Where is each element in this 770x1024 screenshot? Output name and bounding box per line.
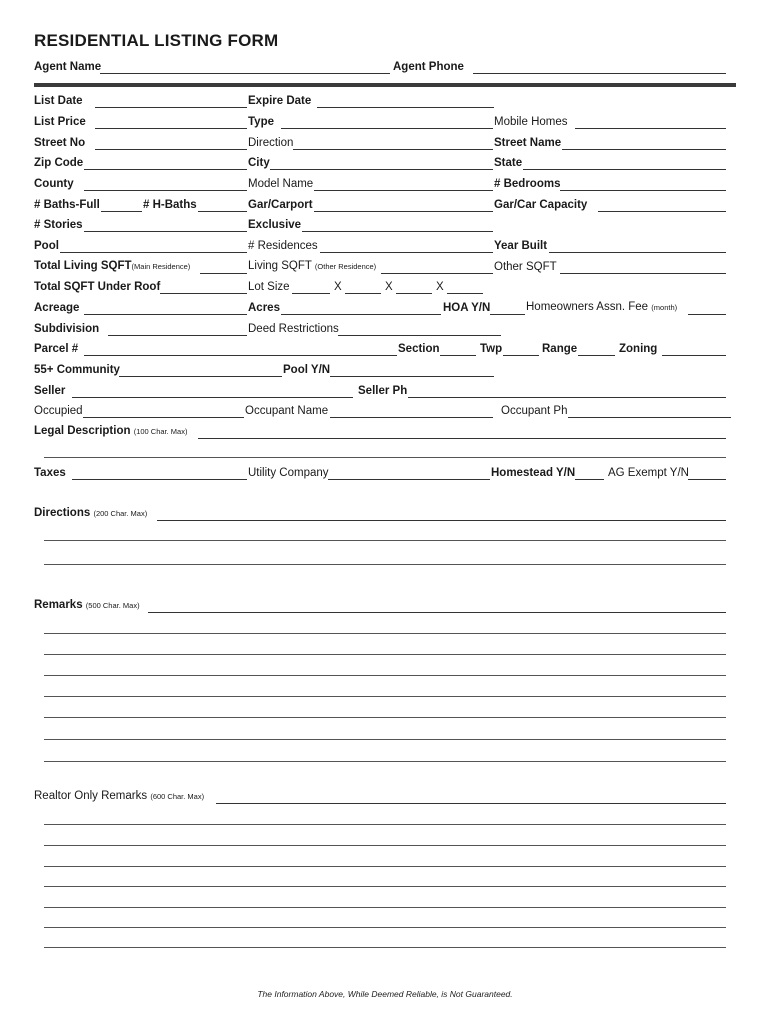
county-row: [0, 177, 770, 193]
homestead-yn-label: Homestead Y/N: [491, 467, 576, 479]
range-label: Range: [542, 343, 578, 355]
realtor-remarks-line-6[interactable]: [44, 907, 726, 908]
legal-description-field[interactable]: [198, 438, 726, 439]
acreage-field[interactable]: [84, 314, 247, 315]
legal-description-max: (100 Char. Max): [133, 427, 188, 436]
realtor-remarks-line-8[interactable]: [44, 947, 726, 948]
lot-size-x-2: X: [385, 281, 393, 293]
state-label: State: [494, 157, 523, 169]
lot-size-x-3: X: [436, 281, 444, 293]
main-residence-note: (Main Residence): [131, 262, 191, 271]
occupied-field[interactable]: [83, 417, 244, 418]
realtor-remarks-label: [34, 789, 204, 804]
subdivision-field[interactable]: [108, 335, 247, 336]
county-field[interactable]: [84, 190, 247, 191]
list-price-label: List Price: [34, 116, 86, 128]
city-field[interactable]: [270, 169, 493, 170]
subdivision-row: [0, 322, 770, 338]
remarks-row: [0, 599, 770, 615]
acreage-label: Acreage: [34, 302, 80, 314]
realtor-remarks-line-7[interactable]: [44, 927, 726, 928]
expire-date-field[interactable]: [317, 107, 494, 108]
remarks-line-6[interactable]: [44, 717, 726, 718]
street-name-label: Street Name: [494, 137, 562, 149]
directions-max: (200 Char. Max): [93, 509, 148, 518]
exclusive-field[interactable]: [302, 231, 493, 232]
acreage-row: [0, 301, 770, 317]
baths-full-label: # Baths-Full: [34, 199, 100, 211]
realtor-remarks-line-3[interactable]: [44, 845, 726, 846]
h-baths-field[interactable]: [198, 211, 247, 212]
remarks-line-3[interactable]: [44, 654, 726, 655]
lot-size-field-3[interactable]: [396, 293, 432, 294]
other-residence-note: (Other Residence): [314, 262, 377, 271]
directions-field[interactable]: [157, 520, 726, 521]
gar-carport-field[interactable]: [314, 211, 493, 212]
taxes-label: Taxes: [34, 467, 66, 479]
street-no-field[interactable]: [95, 149, 247, 150]
total-sqft-under-roof-field[interactable]: [160, 293, 247, 294]
list-date-field[interactable]: [95, 107, 247, 108]
total-living-sqft-label: [34, 259, 190, 274]
realtor-remarks-line-5[interactable]: [44, 886, 726, 887]
parcel-row: [0, 342, 770, 358]
street-no-label: Street No: [34, 137, 86, 149]
occupant-name-field[interactable]: [330, 417, 493, 418]
pool-yn-field[interactable]: [330, 376, 494, 377]
parcel-label: Parcel #: [34, 343, 79, 355]
street-row: [0, 136, 770, 152]
zip-row: [0, 156, 770, 172]
range-field[interactable]: [578, 355, 615, 356]
section-label: Section: [398, 343, 440, 355]
gar-carport-label: Gar/Carport: [248, 199, 313, 211]
gar-car-capacity-field[interactable]: [598, 211, 726, 212]
directions-row: [0, 507, 770, 523]
model-name-field[interactable]: [314, 190, 493, 191]
direction-label: Direction: [248, 137, 294, 149]
list-price-field[interactable]: [95, 128, 247, 129]
section-field[interactable]: [440, 355, 476, 356]
zip-code-label: Zip Code: [34, 157, 84, 169]
seller-ph-label: Seller Ph: [358, 385, 408, 397]
zip-code-field[interactable]: [84, 169, 247, 170]
agent-row: [0, 60, 770, 76]
realtor-remarks-row: [0, 790, 770, 806]
living-sqft-text: Living SQFT: [248, 260, 312, 272]
occupant-ph-field[interactable]: [568, 417, 731, 418]
community-55-label: 55+ Community: [34, 364, 120, 376]
stories-field[interactable]: [84, 231, 247, 232]
lot-size-label: Lot Size: [248, 281, 290, 293]
direction-field[interactable]: [293, 149, 493, 150]
twp-label: Twp: [480, 343, 503, 355]
remarks-line-8[interactable]: [44, 761, 726, 762]
pool-field[interactable]: [60, 252, 247, 253]
pool-yn-label: Pool Y/N: [283, 364, 331, 376]
other-sqft-label: Other SQFT: [494, 261, 557, 273]
zoning-label: Zoning: [619, 343, 658, 355]
ag-exempt-yn-label: AG Exempt Y/N: [608, 467, 689, 479]
directions-label: [34, 506, 147, 521]
remarks-line-5[interactable]: [44, 696, 726, 697]
list-date-label: List Date: [34, 95, 83, 107]
homestead-yn-field[interactable]: [575, 479, 604, 480]
legal-description-line-2[interactable]: [44, 457, 726, 458]
legal-description-text: Legal Description: [34, 425, 131, 437]
stories-row: [0, 218, 770, 234]
list-date-row: [0, 94, 770, 110]
total-sqft-under-roof-label: Total SQFT Under Roof: [34, 281, 161, 293]
total-living-sqft-field[interactable]: [200, 273, 247, 274]
mobile-homes-field[interactable]: [575, 128, 726, 129]
homeowners-fee-label: [526, 300, 677, 315]
directions-line-3[interactable]: [44, 564, 726, 565]
bedrooms-field[interactable]: [560, 190, 726, 191]
utility-company-field[interactable]: [328, 479, 490, 480]
occupied-label: Occupied: [34, 405, 83, 417]
mobile-homes-label: Mobile Homes: [494, 116, 568, 128]
deed-restrictions-label: Deed Restrictions: [248, 323, 339, 335]
deed-restrictions-field[interactable]: [338, 335, 501, 336]
city-label: City: [248, 157, 270, 169]
living-sqft-label: [248, 259, 376, 274]
remarks-line-7[interactable]: [44, 739, 726, 740]
realtor-remarks-field[interactable]: [216, 803, 726, 804]
realtor-remarks-line-4[interactable]: [44, 866, 726, 867]
lot-size-field-2[interactable]: [345, 293, 381, 294]
directions-text: Directions: [34, 507, 91, 519]
total-living-sqft-text: Total Living SQFT: [34, 260, 132, 272]
agent-name-label: Agent Name: [34, 61, 102, 73]
remarks-field[interactable]: [148, 612, 726, 613]
year-built-label: Year Built: [494, 240, 548, 252]
stories-label: # Stories: [34, 219, 83, 231]
lot-size-field-4[interactable]: [447, 293, 483, 294]
acres-label: Acres: [248, 302, 280, 314]
taxes-row: [0, 466, 770, 482]
remarks-line-2[interactable]: [44, 633, 726, 634]
ag-exempt-yn-field[interactable]: [688, 479, 726, 480]
expire-date-label: Expire Date: [248, 95, 312, 107]
county-label: County: [34, 178, 74, 190]
parcel-field[interactable]: [84, 355, 397, 356]
seller-field[interactable]: [72, 397, 353, 398]
baths-full-field[interactable]: [101, 211, 142, 212]
remarks-max: (500 Char. Max): [85, 601, 140, 610]
lot-size-x-1: X: [334, 281, 342, 293]
remarks-text: Remarks: [34, 599, 83, 611]
homeowners-fee-field[interactable]: [688, 314, 726, 315]
form-title: RESIDENTIAL LISTING FORM: [34, 31, 279, 50]
utility-company-label: Utility Company: [248, 467, 329, 479]
homeowners-fee-month: (month): [651, 303, 678, 312]
exclusive-label: Exclusive: [248, 219, 302, 231]
living-sqft-row: [0, 260, 770, 276]
agent-phone-field[interactable]: [473, 73, 726, 74]
occupant-ph-label: Occupant Ph: [501, 405, 568, 417]
twp-field[interactable]: [503, 355, 539, 356]
realtor-remarks-text: Realtor Only Remarks: [34, 790, 148, 802]
seller-row: [0, 384, 770, 400]
gar-car-capacity-label: Gar/Car Capacity: [494, 199, 588, 211]
state-field[interactable]: [523, 169, 726, 170]
pool-row: [0, 239, 770, 255]
year-built-field[interactable]: [549, 252, 726, 253]
model-name-label: Model Name: [248, 178, 314, 190]
seller-ph-field[interactable]: [408, 397, 726, 398]
legal-row: [0, 425, 770, 441]
occupied-row: [0, 404, 770, 420]
living-sqft-field[interactable]: [381, 273, 493, 274]
other-sqft-field[interactable]: [560, 273, 726, 274]
street-name-field[interactable]: [562, 149, 726, 150]
community-55-field[interactable]: [119, 376, 282, 377]
realtor-remarks-max: (600 Char. Max): [150, 792, 205, 801]
agent-name-field[interactable]: [100, 73, 390, 74]
remarks-line-4[interactable]: [44, 675, 726, 676]
bedrooms-label: # Bedrooms: [494, 178, 561, 190]
residences-label: # Residences: [248, 240, 318, 252]
directions-line-2[interactable]: [44, 540, 726, 541]
h-baths-label: # H-Baths: [143, 199, 197, 211]
type-field[interactable]: [281, 128, 493, 129]
header-divider: [34, 83, 736, 87]
zoning-field[interactable]: [662, 355, 726, 356]
disclaimer-footer: The Information Above, While Deemed Reliable, is Not Guaranteed.: [257, 989, 513, 999]
acres-field[interactable]: [281, 314, 441, 315]
remarks-label: [34, 598, 140, 613]
homeowners-fee-text: Homeowners Assn. Fee: [526, 301, 649, 313]
pool-label: Pool: [34, 240, 59, 252]
baths-row: [0, 198, 770, 214]
hoa-yn-label: HOA Y/N: [443, 302, 491, 314]
community-row: [0, 363, 770, 379]
under-roof-row: [0, 280, 770, 296]
type-label: Type: [248, 116, 274, 128]
legal-description-label: [34, 424, 187, 439]
taxes-field[interactable]: [72, 479, 247, 480]
occupant-name-label: Occupant Name: [245, 405, 329, 417]
subdivision-label: Subdivision: [34, 323, 100, 335]
seller-label: Seller: [34, 385, 66, 397]
list-price-row: [0, 115, 770, 131]
agent-phone-label: Agent Phone: [393, 61, 464, 73]
hoa-yn-field[interactable]: [490, 314, 525, 315]
realtor-remarks-line-2[interactable]: [44, 824, 726, 825]
lot-size-field-1[interactable]: [292, 293, 330, 294]
residences-field[interactable]: [320, 252, 493, 253]
